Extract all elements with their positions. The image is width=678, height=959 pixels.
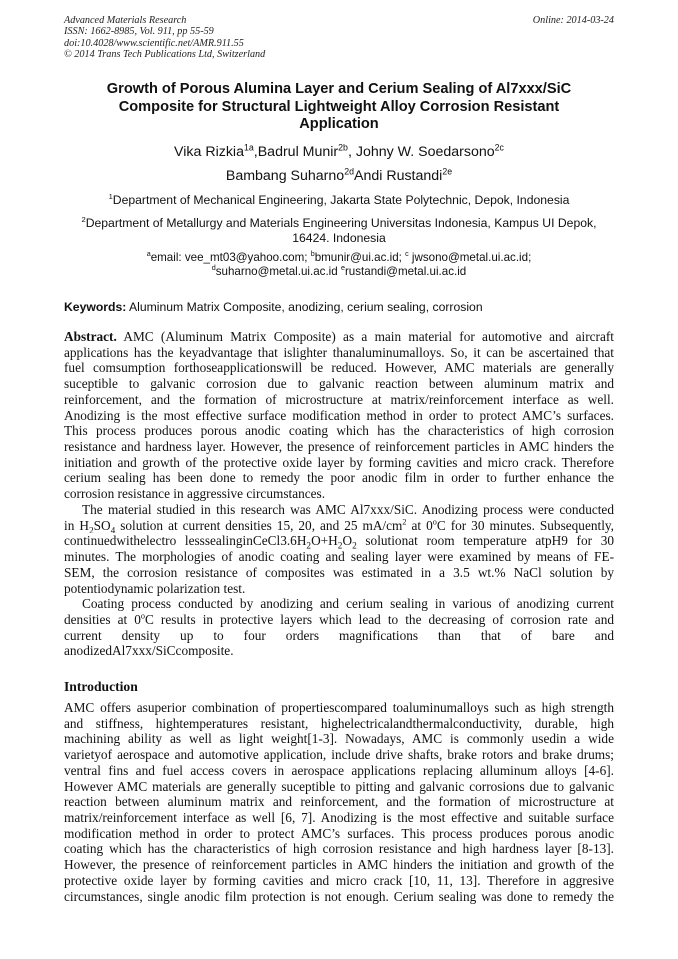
- abstract-line: Coating process conducted by anodizing and cerium sealing in various of anodizing current: [82, 596, 614, 612]
- intro-line: ventral fins and fuel access covers in aerospace applications replacing alluminum alloys [4-6].: [64, 762, 614, 778]
- affil-line: 16424. Indonesia: [292, 231, 386, 245]
- email-text: suharno@metal.ui.ac.id: [215, 265, 341, 278]
- abstract-line: [64, 329, 614, 345]
- author-name: Vika Rizkia: [174, 144, 244, 160]
- abstract-line: SEM, the corrosion resistance of composites was estimated in a 3.5 wt.% NaCl solution by: [64, 564, 614, 580]
- text-run: in H: [64, 517, 89, 533]
- text-run: at 0: [406, 517, 433, 533]
- journal-header: [64, 15, 265, 61]
- abstract-text: AMC (Aluminum Matrix Composite) as a main material for automotive and aircraft: [116, 329, 614, 344]
- abstract-line: [64, 518, 614, 534]
- affiliation-2: [60, 216, 618, 246]
- title-line-2: Composite for Structural Lightweight Alloy Corrosion Resistant: [118, 98, 560, 115]
- paper-title: [60, 81, 618, 134]
- affil-num: 1: [108, 191, 113, 201]
- text-run: O+H: [311, 533, 338, 549]
- keywords-label: Keywords:: [64, 300, 127, 314]
- affil-line: [60, 216, 618, 231]
- author-name: Johny W. Soedarsono: [355, 144, 495, 160]
- email-block: [60, 251, 618, 279]
- intro-line: circumstances, single anodic film protection is not enough. Cerium sealing was done to remedy the: [64, 888, 614, 904]
- intro-line: varietyof aerospace and automotive application, include drive shafts, brake rotors and brake drums;: [64, 747, 614, 763]
- email-text: bmunir@ui.ac.id;: [314, 251, 406, 264]
- abstract-line: potentiodynamic polarization test.: [64, 580, 246, 596]
- intro-line: machining ability as well as light weight[1-3]. Nowadays, AMC is commonly usedin a wide: [64, 731, 614, 747]
- author-list-line-1: Vika Rizkia$^{1a}$,Badrul Munir$^{2b}$, Johny W. Soedarsono$^{2c}$: [174, 142, 504, 160]
- abstract-line: corrosion resistance in aggressive circumstances.: [64, 486, 326, 502]
- superscript: o: [432, 517, 437, 527]
- doi-line: doi:10.4028/www.scientific.net/AMR.911.55: [64, 37, 244, 49]
- text-run: O: [342, 533, 353, 549]
- email-line-1: [60, 251, 618, 265]
- abstract: [64, 329, 614, 659]
- text-run: SO: [93, 517, 111, 533]
- issn-line: ISSN: 1662-8985, Vol. 911, pp 55-59: [64, 26, 214, 38]
- affil-num: 2: [81, 214, 86, 224]
- journal-name: Advanced Materials Research: [64, 15, 187, 26]
- subscript: 2: [352, 542, 357, 550]
- author-sup: 2c: [494, 142, 504, 153]
- superscript: 2: [402, 517, 407, 527]
- affiliation-1: [60, 193, 618, 208]
- abstract-line: initiation and growth of the protective oxide layer by forming cavities and micro crack. Therefore: [64, 454, 614, 470]
- abstract-line: applications has the keyadvantage that islighter thanaluminumalloys. So, it can be ascertained that: [64, 344, 614, 360]
- email-text: jwsono@metal.ui.ac.id;: [408, 251, 532, 264]
- abstract-line: fuel comsumption forthoseapplicationswill be reduced. However, AMC materials are generally: [64, 360, 614, 376]
- affil-text: Department of Mechanical Engineering, Jakarta State Polytechnic, Depok, Indonesia: [112, 193, 570, 207]
- abstract-line: current density up to four orders magnifications than that of bare and: [64, 627, 614, 643]
- abstract-line: suceptible to galvanic corrosion due to galvanic reaction between aluminum matrix and: [64, 376, 614, 392]
- title-line-1: Growth of Porous Alumina Layer and Cerium Sealing of Al7xxx/SiC: [106, 81, 572, 97]
- text-run: densities at 0: [64, 611, 141, 627]
- abstract-label: Abstract.: [64, 329, 117, 344]
- abstract-line: This process produces porous anodic coating which has the characteristics of high corrosion: [64, 423, 614, 439]
- abstract-line: [64, 612, 614, 628]
- keywords: [64, 300, 624, 315]
- intro-line: protective oxide layer by forming cavities and micro crack [10, 11, 13]. Therefore in aggresive: [64, 872, 614, 888]
- email-sup: c: [405, 249, 409, 259]
- intro-line: coating which has the characteristics of high corrosion resistance and high hardness layer [8-13].: [64, 841, 614, 857]
- abstract-line: The material studied in this research was AMC Al7xxx/SiC. Anodizing process were conducted: [82, 501, 614, 517]
- email-sup: a: [146, 249, 151, 259]
- author-sup: 2b: [338, 142, 348, 153]
- intro-line: matrix/reinforcement interface as well [6, 7]. Anodizing is the most effective and suitable surface: [64, 810, 614, 826]
- email-sup: b: [310, 249, 315, 259]
- superscript: o: [140, 611, 146, 621]
- intro-line: AMC offers asuperior combination of propertiescompared toaluminumalloys such as high strength: [64, 700, 614, 715]
- author-list-line-2: [60, 168, 618, 185]
- author-sup: 1a: [243, 142, 254, 153]
- text-run: solutionat room temperature atpH9 for 30: [356, 533, 614, 549]
- intro-line: modification method in order to protect AMC’s surfaces. This process produces porous anodic: [64, 825, 614, 841]
- author-name: Bambang Suharno: [225, 168, 345, 184]
- subscript: 2: [306, 542, 312, 550]
- text-run: solution at current densities 15, 20, and 25 mA/cm: [115, 517, 403, 533]
- intro-line: and stiffness, hightemperatures resistant, highelectricalandthermalconductivity, durable, high: [64, 715, 614, 731]
- subscript: 2: [88, 526, 94, 534]
- abstract-line: Anodizing is the most effective surface modification method in order to protect AMC’s surfaces.: [64, 407, 614, 423]
- abstract-line: minutes. The morphologies of anodic coating and sealing layer were examined by means of FE-: [64, 549, 614, 565]
- email-sup: e: [340, 263, 345, 273]
- introduction-body: [64, 700, 614, 904]
- email-sup: d: [211, 263, 216, 273]
- intro-line: However AMC materials are generally suceptible to pitting and galvanic corrosions due to galvanic: [64, 778, 614, 794]
- online-date: Online: 2014-03-24: [532, 15, 614, 26]
- abstract-line: [64, 533, 614, 549]
- abstract-line: reinforcement, and the formation of microstructure at matrix/reinforcement interface as well.: [64, 391, 614, 407]
- subscript: 2: [337, 542, 343, 550]
- text-run: continuedwithelectro lesssealinginCeCl3.6H: [64, 533, 307, 549]
- email-line-2: [60, 265, 618, 279]
- affil-text: Department of Metallurgy and Materials Engineering Universitas Indonesia, Kampus UI Depok,: [85, 216, 597, 230]
- abstract-line: anodizedAl7xxx/SiCcomposite.: [64, 643, 234, 659]
- author-sup: 2e: [442, 166, 453, 177]
- author-name: Andi Rustandi: [353, 168, 443, 184]
- author-name: Badrul Munir: [257, 144, 339, 160]
- title-line-3: Application: [299, 116, 379, 132]
- copyright-line: © 2014 Trans Tech Publications Ltd, Switzerland: [64, 49, 266, 61]
- intro-line: However, the presence of reinforcement particles in AMC hinders the initiation and growth of the: [64, 857, 614, 873]
- email-text: rustandi@metal.ui.ac.id: [344, 265, 467, 278]
- intro-line: reaction between aluminum matrix and reinforcement, and the formation of microstructure at: [64, 794, 614, 810]
- author-sup: 2d: [344, 166, 354, 177]
- subscript: 4: [110, 526, 116, 534]
- introduction-heading: Introduction: [64, 679, 138, 694]
- email-text: email: vee_mt03@yahoo.com;: [150, 251, 311, 264]
- abstract-line: resistance and hardness layer. However, the presence of reinforcement particles in AMC hinders the: [64, 439, 614, 455]
- text-run: C results in protective layers which lead to the decreasing of corrosion rate and: [145, 611, 614, 627]
- text-run: C for 30 minutes. Subsequently,: [436, 517, 614, 533]
- abstract-line: cerium sealing has been done to remedy the poor anodic film in order to further enhance the: [64, 470, 614, 486]
- keywords-text: Aluminum Matrix Composite, anodizing, cerium sealing, corrosion: [126, 300, 483, 314]
